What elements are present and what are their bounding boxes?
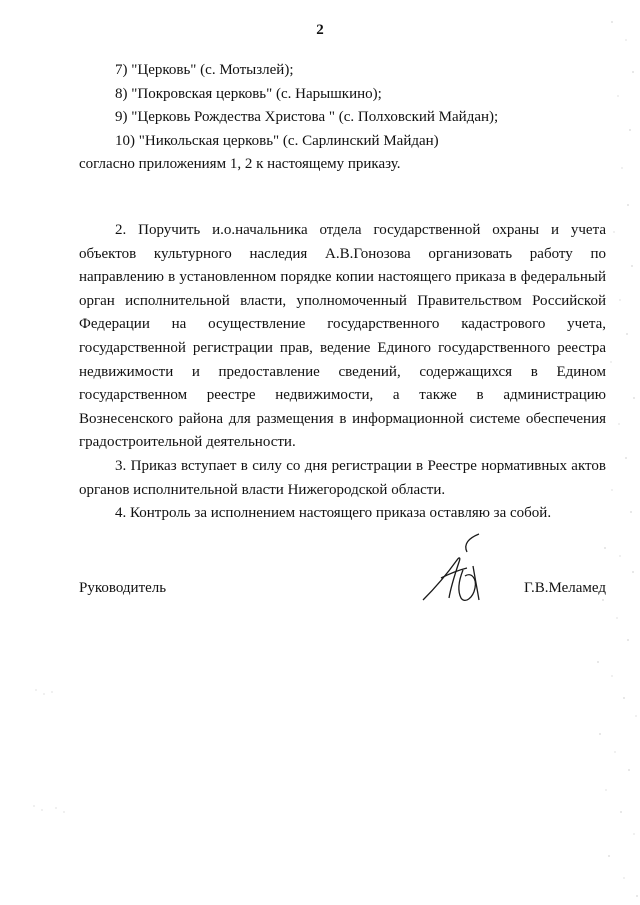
signer-name: Г.В.Меламед bbox=[523, 580, 606, 596]
paragraph-2: 2. Поручить и.о.начальника отдела государственной охраны и учета объектов культурного наследия А.В.Гонозова организовать работу по направлению в установленном порядке копии настоящего приказа в федеральный орган исполнительной власти, уполномоченный Правительством Российской Федерации на осуществление государственного кадастрового учета, государственной регистрации прав, ведение Единого государственного реестра недвижимости и предоставление сведений, содержащихся в Едином государственном реестре недвижимости, а также в администрацию Вознесенского района для размещения в информационной системе обеспечения градостроительной деятельности. bbox=[79, 222, 606, 451]
order-paragraphs bbox=[79, 219, 606, 526]
signer-role: Руководитель bbox=[79, 580, 167, 596]
paragraph-3: 3. Приказ вступает в силу со дня регистрации в Реестре нормативных актов органов исполнительной власти Нижегородской области. bbox=[79, 457, 606, 498]
page-number: 2 bbox=[316, 22, 324, 38]
list-item: 8) "Покровская церковь" (с. Нарышкино); bbox=[115, 85, 382, 102]
handwritten-signature bbox=[413, 530, 493, 610]
list-item: 10) "Никольская церковь" (с. Сарлинский Майдан) bbox=[115, 132, 439, 149]
list-tail: согласно приложениям 1, 2 к настоящему приказу. bbox=[79, 156, 401, 173]
signature-row bbox=[79, 580, 606, 604]
list-item: 9) "Церковь Рождества Христова " (с. Полховский Майдан); bbox=[115, 109, 499, 126]
paragraph-4: 4. Контроль за исполнением настоящего приказа оставляю за собой. bbox=[115, 505, 552, 522]
church-list bbox=[79, 59, 606, 177]
list-item: 7) "Церковь" (с. Мотызлей); bbox=[115, 62, 294, 78]
